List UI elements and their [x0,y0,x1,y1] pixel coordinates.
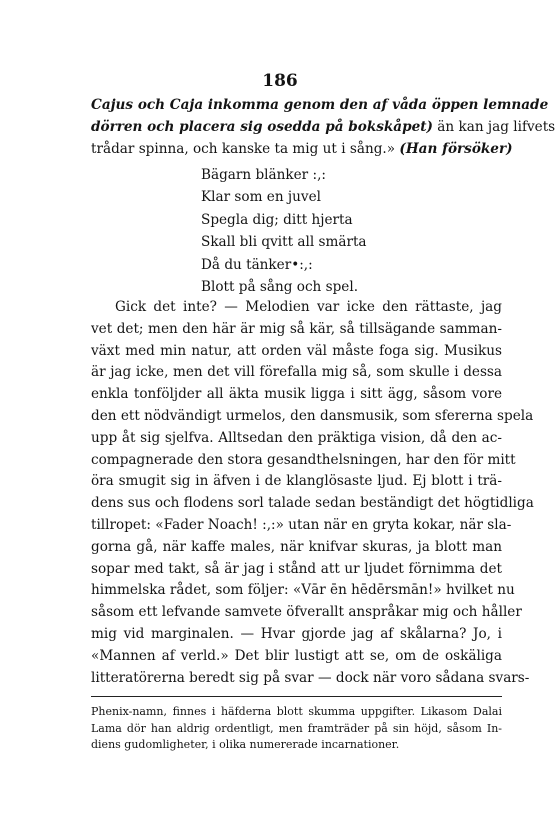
paragraph-line: tillropet: «Fader Noach! :,:» utan när en gryta kokar, när sla- [91,516,512,533]
paragraph-line: compagnerade den stora gesandthelsningen, har den för mitt [91,451,516,468]
paragraph-line: vet det; men den här är mig så kär, så tillsägande samman- [91,320,502,337]
verse-line: Klar som en juvel [201,189,321,206]
song-verse [201,164,367,298]
verse-line: Bägarn blänker :,: [201,167,326,183]
verse-line: Blott på sång och spel. [201,278,359,295]
stage-direction-line-2: dörren och placera sig osedda på bokskåpet) [91,118,433,135]
paragraph-line: öra smugit sig in äfven i de klanglösaste ljud. Ej blott i trä- [91,473,502,490]
paragraph-line: växt med min natur, att orden väl måste foga sig. Musikus [91,342,502,359]
paragraph-line: dens sus och flodens sorl talade sedan beständigt det högtidliga [91,495,534,512]
paragraph-line: är jag icke, men det vill förefalla mig så, som skulle i dessa [91,364,502,381]
stage-direction-line-1: Cajus och Caja inkomma genom den af våda öppen lemnade [91,97,549,113]
footnote-line: Lama dör han aldrig ordentligt, men framträder på sin höjd, såsom In- [91,721,502,735]
paragraph-line: gorna gå, när kaffe males, när knifvar skuras, ja blott man [91,538,502,555]
main-paragraph [91,297,534,689]
verse-line: Då du tänker•:,: [201,256,313,273]
page-number: 186 [262,71,298,91]
opening-line-2 [91,117,556,139]
opening-line-3 [91,139,513,161]
paragraph-line: den ett nödvändigt urmelos, den dansmusik, som sfererna spela [91,407,534,424]
stage-direction-line-3: (Han försöker) [399,140,513,157]
footnote-line: diens gudomligheter, i olika numererade incarnationer. [91,738,400,751]
paragraph-line: såsom ett lefvande samvete öfverallt anspråkar mig och håller [91,604,522,621]
paragraph-line: mig vid marginalen. — Hvar gjorde jag af skålarna? Jo, i [91,625,502,642]
opening-line-3-text: trådar spinna, och kanske ta mig ut i sång.» [91,140,396,157]
paragraph-line: himmelska rådet, som följer: «Vār ēn hēdērsmān!» hvilket nu [91,582,515,599]
verse-line: Skall bli qvitt all smärta [201,234,367,251]
paragraph-line: upp åt sig sjelfva. Alltsedan den präktiga vision, då den ac- [91,429,502,446]
paragraph-line: sopar med takt, så är jag i stånd att ur ljudet förnimma det [91,560,502,577]
paragraph-line: litteratörerna beredt sig på svar — dock när voro sådana svars- [91,669,530,686]
verse-line: Spegla dig; ditt hjerta [201,211,353,228]
paragraph-line: Gick det inte? — Melodien var icke den rättaste, jag [115,299,502,315]
paragraph-line: «Mannen af verld.» Det blir lustigt att se, om de oskäliga [91,647,502,664]
footnote-divider [91,696,502,697]
footnote [91,704,502,754]
footnote-line: Phenix-namn, finnes i häfderna blott skumma uppgifter. Likasom Dalai [91,705,502,718]
opening-text [91,95,556,160]
paragraph-line: enkla tonföljder all äkta musik ligga i sitt ägg, såsom vore [91,386,502,403]
opening-line-2-text: än kan jag lifvets [432,118,556,135]
